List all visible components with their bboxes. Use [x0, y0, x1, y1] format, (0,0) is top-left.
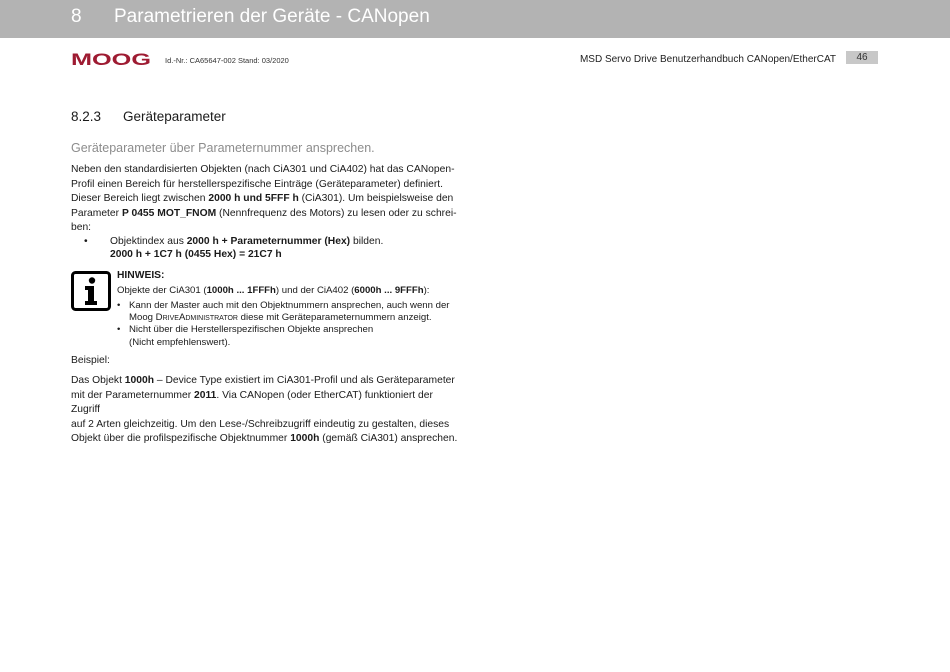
note-bullet-dot: •	[117, 300, 121, 311]
section-number: 8.2.3	[71, 109, 102, 124]
note-list-item	[117, 300, 450, 324]
bullet-text	[110, 236, 383, 261]
bullet-bold: 2000 h + Parameternummer (Hex)	[186, 236, 351, 247]
example-text: auf 2 Arten gleichzeitig. Um den Lese-/Schreibzugriff eindeutig zu gestalten, dieses	[71, 418, 450, 430]
logo-text: MOOG	[71, 50, 151, 68]
range-bold: 2000 h und 5FFF h	[208, 193, 299, 205]
drive-administrator-name: DriveAdministrator	[155, 312, 238, 324]
section-title: Geräteparameter	[123, 109, 226, 124]
example-text: Objekt über die profilspezifische Objektnummer	[71, 433, 291, 445]
intro-line: Dieser Bereich liegt zwischen	[71, 193, 209, 205]
note-text	[117, 285, 429, 297]
note-list-item	[117, 324, 450, 348]
example-bold: 1000h	[290, 433, 320, 445]
note-text-part: ) und der CiA402 (	[275, 285, 355, 296]
example-label: Beispiel:	[71, 355, 110, 366]
example-text: mit der Parameternummer	[71, 389, 195, 401]
note-item-text: Nicht über die Herstellerspezifischen Objekte ansprechen	[129, 324, 374, 336]
intro-line: ben:	[71, 222, 92, 234]
note-range-bold: 6000h ... 9FFFh	[354, 285, 424, 296]
bullet-text-part: bilden.	[350, 236, 384, 247]
note-item-text: diese mit Geräteparameternummern anzeigt.	[237, 312, 432, 324]
note-bullet-dot: •	[117, 324, 121, 336]
example-bold: 1000h	[124, 375, 154, 386]
example-text: – Device Type existiert im CiA301-Profil und als Geräteparameter	[154, 375, 455, 386]
intro-line: (Nennfrequenz des Motors) zu lesen oder zu schrei-	[216, 207, 457, 219]
note-item-text: (Nicht empfehlenswert).	[129, 336, 231, 348]
note-range-bold: 1000h ... 1FFFh	[206, 285, 276, 296]
intro-line: Parameter	[71, 207, 122, 219]
intro-line: Neben den standardisierten Objekten (nach CiA301 und CiA402) hat das CANopen-	[71, 164, 455, 175]
note-item-text: Moog	[129, 312, 156, 324]
doc-id: Id.-Nr.: CA65647-002 Stand: 03/2020	[165, 56, 289, 65]
info-icon	[71, 271, 111, 311]
example-paragraph	[71, 374, 461, 447]
note-text-part: Objekte der CiA301 (	[117, 285, 207, 296]
example-text: Das Objekt	[71, 375, 125, 386]
moog-logo	[71, 50, 153, 68]
bullet-text-part: Objektindex aus	[110, 236, 187, 247]
section-subheading: Geräteparameter über Parameternummer ansprechen.	[71, 141, 375, 155]
intro-line: Profil einen Bereich für herstellerspezifische Einträge (Geräteparameter) definiert.	[71, 178, 444, 190]
bullet-dot: •	[84, 236, 88, 247]
bullet-formula: 2000 h + 1C7 h (0455 Hex) = 21C7 h	[110, 248, 282, 260]
chapter-header-bar	[0, 0, 950, 38]
chapter-title: Parametrieren der Geräte - CANopen	[114, 6, 430, 27]
intro-paragraph	[71, 163, 461, 236]
example-text: (gemäß CiA301) ansprechen.	[319, 433, 458, 445]
example-bold: 2011	[194, 389, 217, 401]
note-item-text: Kann der Master auch mit den Objektnummern ansprechen, auch wenn der	[129, 300, 450, 311]
parameter-bold: P 0455 MOT_FNOM	[121, 207, 217, 219]
example-text: . Via CANopen (oder EtherCAT) funktioniert der Zugriff	[71, 389, 433, 416]
page-number: 46	[846, 51, 878, 64]
intro-line: (CiA301). Um beispielsweise den	[298, 193, 454, 205]
note-text-part: ):	[423, 285, 430, 296]
note-title: HINWEIS:	[117, 270, 165, 281]
chapter-number: 8	[71, 6, 82, 27]
handbook-title: MSD Servo Drive Benutzerhandbuch CANopen/EtherCAT	[579, 54, 836, 65]
note-list	[117, 300, 450, 349]
